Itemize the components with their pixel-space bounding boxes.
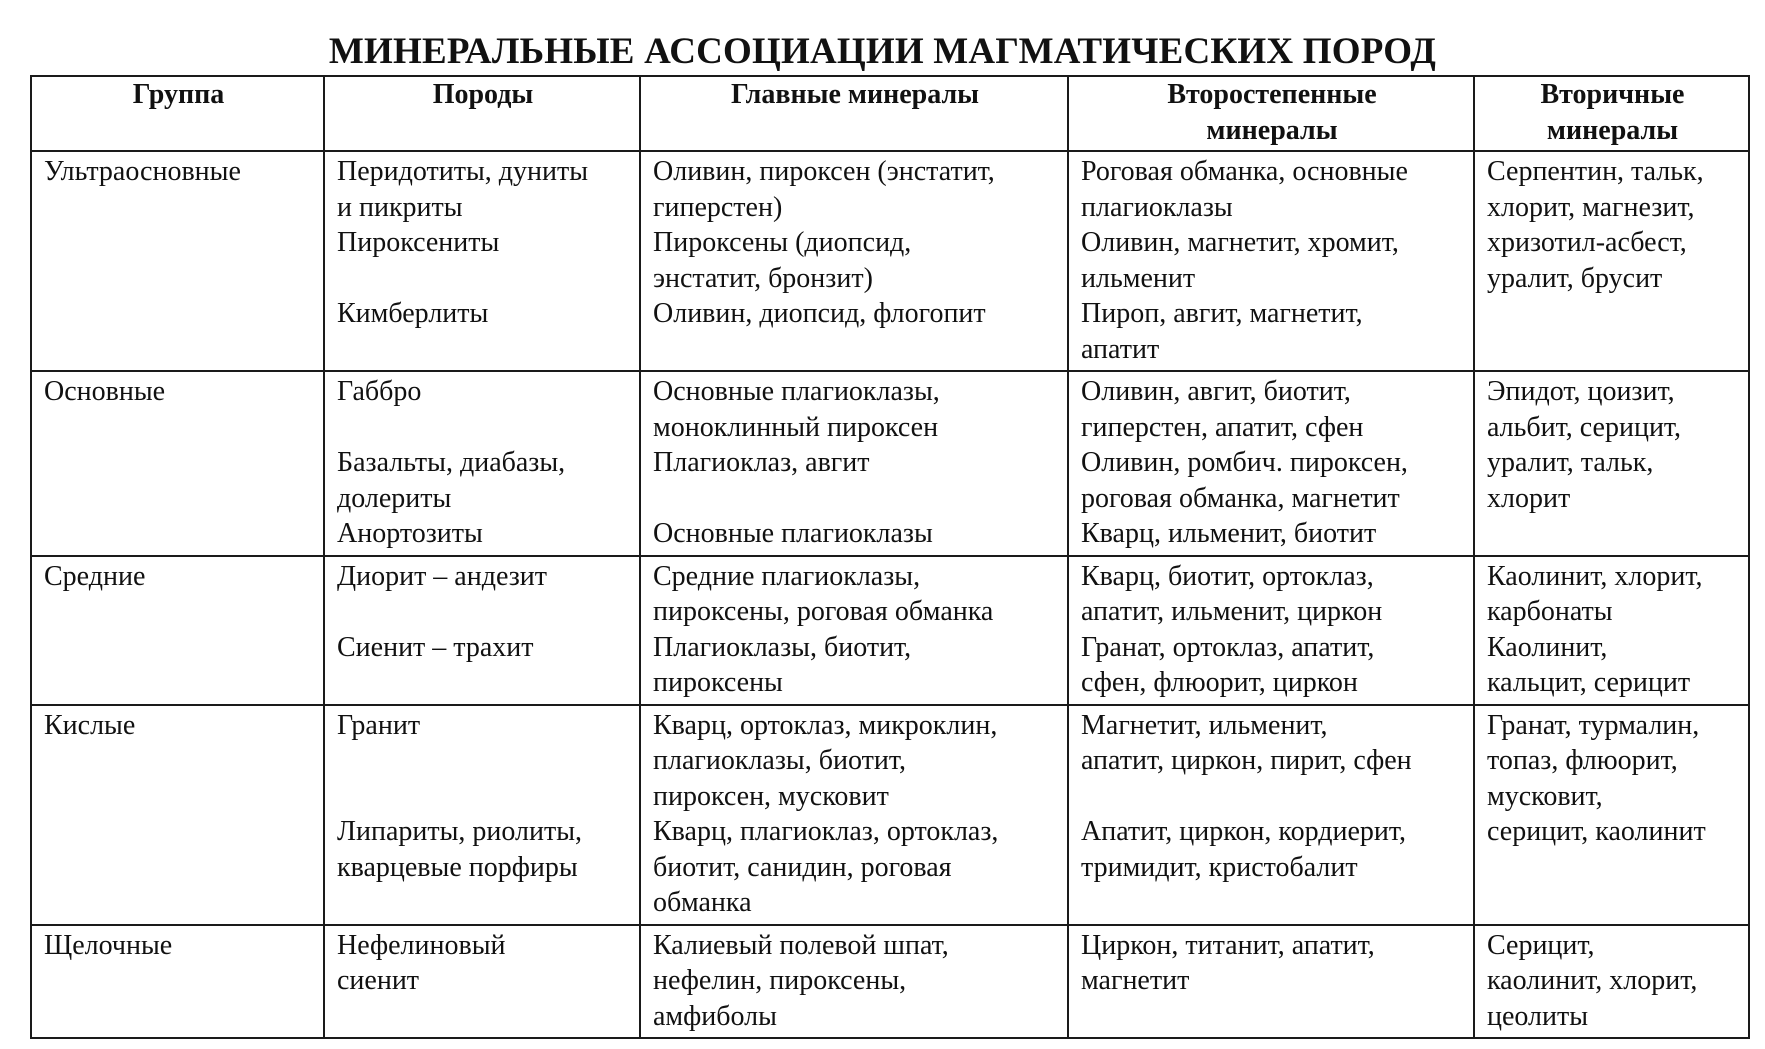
cell-main-minerals [640, 371, 1068, 556]
cell-derived-minerals-line: Каолинит, [1487, 631, 1608, 663]
cell-secondary-minerals-line: Оливин, магнетит, хромит, [1081, 227, 1399, 258]
header-derived-minerals [1474, 76, 1749, 151]
cell-derived-minerals-line: Серпентин, тальк, [1487, 156, 1704, 187]
cell-main-minerals-line: Калиевый полевой шпат, [653, 929, 949, 961]
cell-secondary-minerals [1068, 556, 1474, 705]
cell-rocks-line: кварцевые порфиры [337, 851, 578, 883]
cell-rocks-line: Перидотиты, дуниты [337, 156, 589, 187]
cell-main-minerals-line: Основные плагиоклазы [653, 518, 933, 549]
cell-main-minerals-line: нефелин, пироксены, [653, 965, 907, 996]
header-secondary-line-2: минералы [1206, 114, 1338, 146]
cell-derived-minerals-line: мусковит, [1487, 780, 1603, 812]
cell-group: Щелочные [31, 925, 324, 1039]
cell-derived-minerals [1474, 151, 1749, 371]
cell-secondary-minerals-line: тримидит, кристобалит [1081, 851, 1358, 883]
cell-secondary-minerals-line: сфен, флюорит, циркон [1081, 667, 1358, 698]
cell-secondary-minerals-line: Апатит, циркон, кордиерит, [1081, 816, 1406, 847]
cell-secondary-minerals-line: роговая обманка, магнетит [1081, 482, 1400, 514]
cell-main-minerals-line: Оливин, диопсид, флогопит [653, 298, 986, 329]
cell-derived-minerals [1474, 556, 1749, 705]
cell-group: Основные [31, 371, 324, 556]
cell-secondary-minerals-line: апатит [1081, 333, 1160, 365]
cell-rocks [324, 556, 640, 705]
cell-main-minerals-line: Плагиоклазы, биотит, [653, 631, 912, 663]
cell-derived-minerals-line: карбонаты [1487, 596, 1613, 627]
cell-secondary-minerals-line: Гранат, ортоклаз, апатит, [1081, 631, 1375, 663]
table-row [31, 151, 1749, 371]
cell-derived-minerals [1474, 705, 1749, 925]
cell-secondary-minerals-line: Оливин, ромбич. пироксен, [1081, 447, 1408, 478]
cell-rocks-line [337, 779, 629, 815]
cell-main-minerals-line: моноклинный пироксен [653, 411, 939, 443]
cell-secondary-minerals-line: Кварц, ильменит, биотит [1081, 518, 1377, 549]
cell-main-minerals-line: пироксен, мусковит [653, 780, 889, 812]
cell-rocks-line [337, 410, 629, 446]
cell-main-minerals-line: Средние плагиоклазы, [653, 560, 921, 592]
cell-group: Ультраосновные [31, 151, 324, 371]
header-row [31, 76, 1749, 151]
cell-main-minerals [640, 705, 1068, 925]
cell-rocks [324, 371, 640, 556]
cell-main-minerals-line: энстатит, бронзит) [653, 262, 873, 294]
cell-secondary-minerals-line: апатит, ильменит, циркон [1081, 596, 1383, 627]
cell-main-minerals-line: биотит, санидин, роговая [653, 851, 952, 883]
cell-rocks-line: Диорит – андезит [337, 560, 548, 592]
cell-derived-minerals-line: уралит, тальк, [1487, 447, 1654, 478]
cell-main-minerals [640, 151, 1068, 371]
cell-secondary-minerals-line: гиперстен, апатит, сфен [1081, 411, 1364, 443]
cell-derived-minerals-line: хлорит, магнезит, [1487, 191, 1695, 223]
cell-rocks-line [337, 261, 629, 297]
cell-derived-minerals [1474, 371, 1749, 556]
cell-derived-minerals-line: Гранат, турмалин, [1487, 709, 1700, 741]
table-row [31, 371, 1749, 556]
cell-secondary-minerals [1068, 371, 1474, 556]
cell-secondary-minerals [1068, 705, 1474, 925]
cell-derived-minerals-line: уралит, брусит [1487, 262, 1663, 294]
cell-main-minerals-line: Плагиоклаз, авгит [653, 447, 870, 478]
header-secondary-line-1: Второстепенные [1167, 79, 1377, 110]
cell-derived-minerals-line: альбит, серицит, [1487, 411, 1682, 443]
cell-rocks-line: Габбро [337, 376, 422, 407]
minerals-table [30, 75, 1750, 1039]
cell-rocks [324, 705, 640, 925]
cell-rocks-line: Кимберлиты [337, 298, 489, 329]
header-main-minerals: Главные минералы [640, 76, 1068, 151]
cell-rocks-line: и пикриты [337, 191, 463, 223]
table-row [31, 925, 1749, 1039]
cell-rocks [324, 151, 640, 371]
cell-secondary-minerals [1068, 151, 1474, 371]
cell-secondary-minerals-line: магнетит [1081, 965, 1190, 996]
cell-main-minerals-line [653, 481, 1057, 517]
cell-secondary-minerals-line: апатит, циркон, пирит, сфен [1081, 745, 1412, 776]
cell-derived-minerals-line: серицит, каолинит [1487, 816, 1706, 847]
cell-main-minerals-line: пироксены [653, 667, 783, 698]
cell-secondary-minerals-line: Роговая обманка, основные [1081, 156, 1408, 187]
cell-rocks [324, 925, 640, 1039]
cell-rocks-line [337, 594, 629, 630]
table-body [31, 151, 1749, 1038]
cell-rocks-line: Нефелиновый [337, 929, 506, 961]
cell-main-minerals-line: пироксены, роговая обманка [653, 596, 994, 627]
cell-derived-minerals-line: хризотил-асбест, [1487, 227, 1687, 258]
header-group: Группа [31, 76, 324, 151]
cell-secondary-minerals-line: Магнетит, ильменит, [1081, 709, 1328, 741]
cell-rocks-line [337, 743, 629, 779]
cell-rocks-line: Липариты, риолиты, [337, 816, 583, 847]
cell-main-minerals-line: Пироксены (диопсид, [653, 227, 912, 258]
cell-derived-minerals-line: Серицит, [1487, 929, 1595, 961]
cell-main-minerals-line: плагиоклазы, биотит, [653, 745, 906, 776]
cell-main-minerals-line: гиперстен) [653, 191, 783, 223]
cell-rocks-line: Пироксениты [337, 227, 500, 258]
cell-rocks-line: Сиенит – трахит [337, 631, 534, 663]
header-rocks: Породы [324, 76, 640, 151]
cell-rocks-line: Анортозиты [337, 518, 483, 549]
cell-main-minerals-line: амфиболы [653, 1000, 777, 1032]
cell-main-minerals [640, 925, 1068, 1039]
cell-rocks-line: сиенит [337, 965, 420, 996]
cell-main-minerals-line: Основные плагиоклазы, [653, 376, 940, 407]
cell-secondary-minerals-line: Пироп, авгит, магнетит, [1081, 298, 1363, 329]
header-derived-line-2: минералы [1546, 114, 1679, 146]
cell-secondary-minerals-line: плагиоклазы [1081, 191, 1233, 223]
cell-derived-minerals-line: Каолинит, хлорит, [1487, 560, 1703, 592]
cell-main-minerals [640, 556, 1068, 705]
cell-secondary-minerals-line: Оливин, авгит, биотит, [1081, 376, 1351, 407]
cell-group: Кислые [31, 705, 324, 925]
cell-secondary-minerals-line: Циркон, титанит, апатит, [1081, 929, 1375, 961]
page-title: МИНЕРАЛЬНЫЕ АССОЦИАЦИИ МАГМАТИЧЕСКИХ ПОРОД [328, 31, 1437, 72]
cell-rocks-line: Базальты, диабазы, [337, 447, 566, 478]
cell-secondary-minerals-line: Кварц, биотит, ортоклаз, [1081, 560, 1374, 592]
cell-main-minerals-line: обманка [653, 887, 752, 918]
cell-derived-minerals-line: топаз, флюорит, [1487, 745, 1678, 776]
header-derived-line-1: Вторичные [1540, 79, 1685, 110]
cell-main-minerals-line: Кварц, плагиоклаз, ортоклаз, [653, 816, 999, 847]
cell-rocks-line: долериты [337, 482, 452, 514]
cell-secondary-minerals-line [1081, 779, 1463, 815]
cell-secondary-minerals-line: ильменит [1081, 262, 1196, 294]
cell-derived-minerals-line: цеолиты [1487, 1000, 1589, 1032]
table-row [31, 705, 1749, 925]
table-row [31, 556, 1749, 705]
cell-derived-minerals-line: каолинит, хлорит, [1487, 965, 1698, 996]
cell-derived-minerals [1474, 925, 1749, 1039]
cell-main-minerals-line: Кварц, ортоклаз, микроклин, [653, 709, 998, 741]
header-secondary-minerals [1068, 76, 1474, 151]
cell-derived-minerals-line: Эпидот, цоизит, [1487, 376, 1675, 407]
cell-derived-minerals-line: хлорит [1487, 482, 1571, 514]
cell-derived-minerals-line: кальцит, серицит [1487, 667, 1691, 698]
cell-main-minerals-line: Оливин, пироксен (энстатит, [653, 156, 995, 187]
cell-secondary-minerals [1068, 925, 1474, 1039]
cell-group: Средние [31, 556, 324, 705]
cell-rocks-line: Гранит [337, 709, 421, 741]
